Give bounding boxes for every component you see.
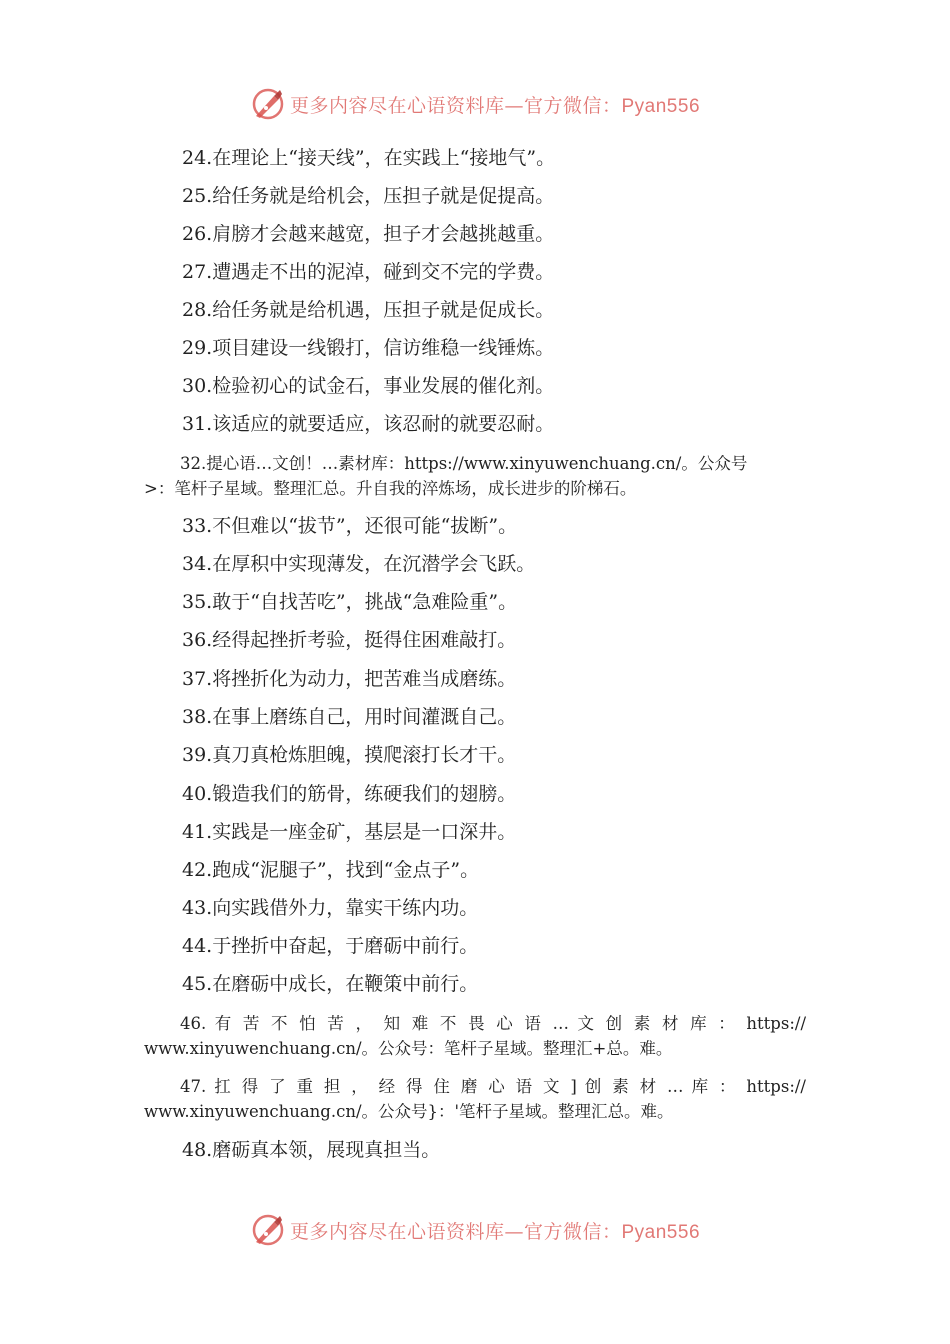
- paragraph-line: 32.提心语…文创！…素材库：https://www.xinyuwenchuang.cn/。公众号: [180, 454, 748, 473]
- paragraph-line: >：笔杆子星域。整理汇总。升自我的淬炼场，成长进步的阶梯石。: [144, 479, 637, 498]
- paragraph-46: [144, 1011, 806, 1061]
- paragraph-32: [144, 451, 806, 501]
- list-item: 34.在厚积中实现薄发，在沉潜学会飞跃。: [182, 553, 536, 575]
- list-item: 30.检验初心的试金石，事业发展的催化剂。: [182, 375, 555, 397]
- list-item: 36.经得起挫折考验，挺得住困难敲打。: [182, 629, 517, 651]
- banner-text: 更多内容尽在心语资料库—官方微信：Pyan556: [289, 94, 701, 117]
- pen-logo-icon: [250, 86, 286, 122]
- footer-banner: [0, 1210, 950, 1250]
- list-item: 42.跑成“泥腿子”，找到“金点子”。: [182, 859, 480, 881]
- list-item: 44.于挫折中奋起，于磨砺中前行。: [182, 935, 479, 957]
- paragraph-line: www.xinyuwenchuang.cn/。公众号}：'笔杆子星域。整理汇总。难。: [144, 1102, 674, 1121]
- list-item: 35.敢于“自找苦吃”，挑战“急难险重”。: [182, 591, 518, 613]
- list-item: 33.不但难以“拔节”，还很可能“拔断”。: [182, 515, 518, 537]
- banner-text: 更多内容尽在心语资料库—官方微信：Pyan556: [289, 1220, 701, 1243]
- list-item: 48.磨砺真本领，展现真担当。: [182, 1139, 441, 1161]
- list-item: 39.真刀真枪炼胆魄，摸爬滚打长才干。: [182, 744, 517, 766]
- list-item: 27.遭遇走不出的泥淖，碰到交不完的学费。: [182, 261, 555, 283]
- list-item: 40.锻造我们的筋骨，练硬我们的翅膀。: [182, 783, 517, 805]
- wechat-id: Pyan556: [621, 1221, 701, 1243]
- pen-logo-icon: [250, 1212, 286, 1248]
- header-banner: [0, 84, 950, 124]
- paragraph-47: [144, 1074, 806, 1124]
- list-item: 28.给任务就是给机遇，压担子就是促成长。: [182, 299, 555, 321]
- list-item: 45.在磨砺中成长，在鞭策中前行。: [182, 973, 479, 995]
- list-item: 25.给任务就是给机会，压担子就是促提高。: [182, 185, 555, 207]
- list-item: 29.项目建设一线锻打，信访维稳一线锤炼。: [182, 337, 555, 359]
- paragraph-line: www.xinyuwenchuang.cn/。公众号：笔杆子星域。整理汇+总。难。: [144, 1039, 673, 1058]
- list-item: 41.实践是一座金矿，基层是一口深井。: [182, 821, 517, 843]
- list-item: 37.将挫折化为动力，把苦难当成磨练。: [182, 668, 517, 690]
- list-item: 43.向实践借外力，靠实干练内功。: [182, 897, 479, 919]
- list-item: 38.在事上磨练自己，用时间灌溉自己。: [182, 706, 517, 728]
- paragraph-line: 46. 有 苦 不 怕 苦 ， 知 难 不 畏 心 语 … 文 创 素 材 库 ： https://: [180, 1014, 806, 1033]
- list-item: 26.肩膀才会越来越宽，担子才会越挑越重。: [182, 223, 555, 245]
- list-item: 24.在理论上“接天线”，在实践上“接地气”。: [182, 147, 556, 169]
- list-item: 31.该适应的就要适应，该忍耐的就要忍耐。: [182, 413, 555, 435]
- paragraph-line: 47. 扛 得 了 重 担 ， 经 得 住 磨 心 语 文 ] 创 素 材 … 库 ： https://: [180, 1077, 806, 1096]
- wechat-id: Pyan556: [621, 95, 701, 117]
